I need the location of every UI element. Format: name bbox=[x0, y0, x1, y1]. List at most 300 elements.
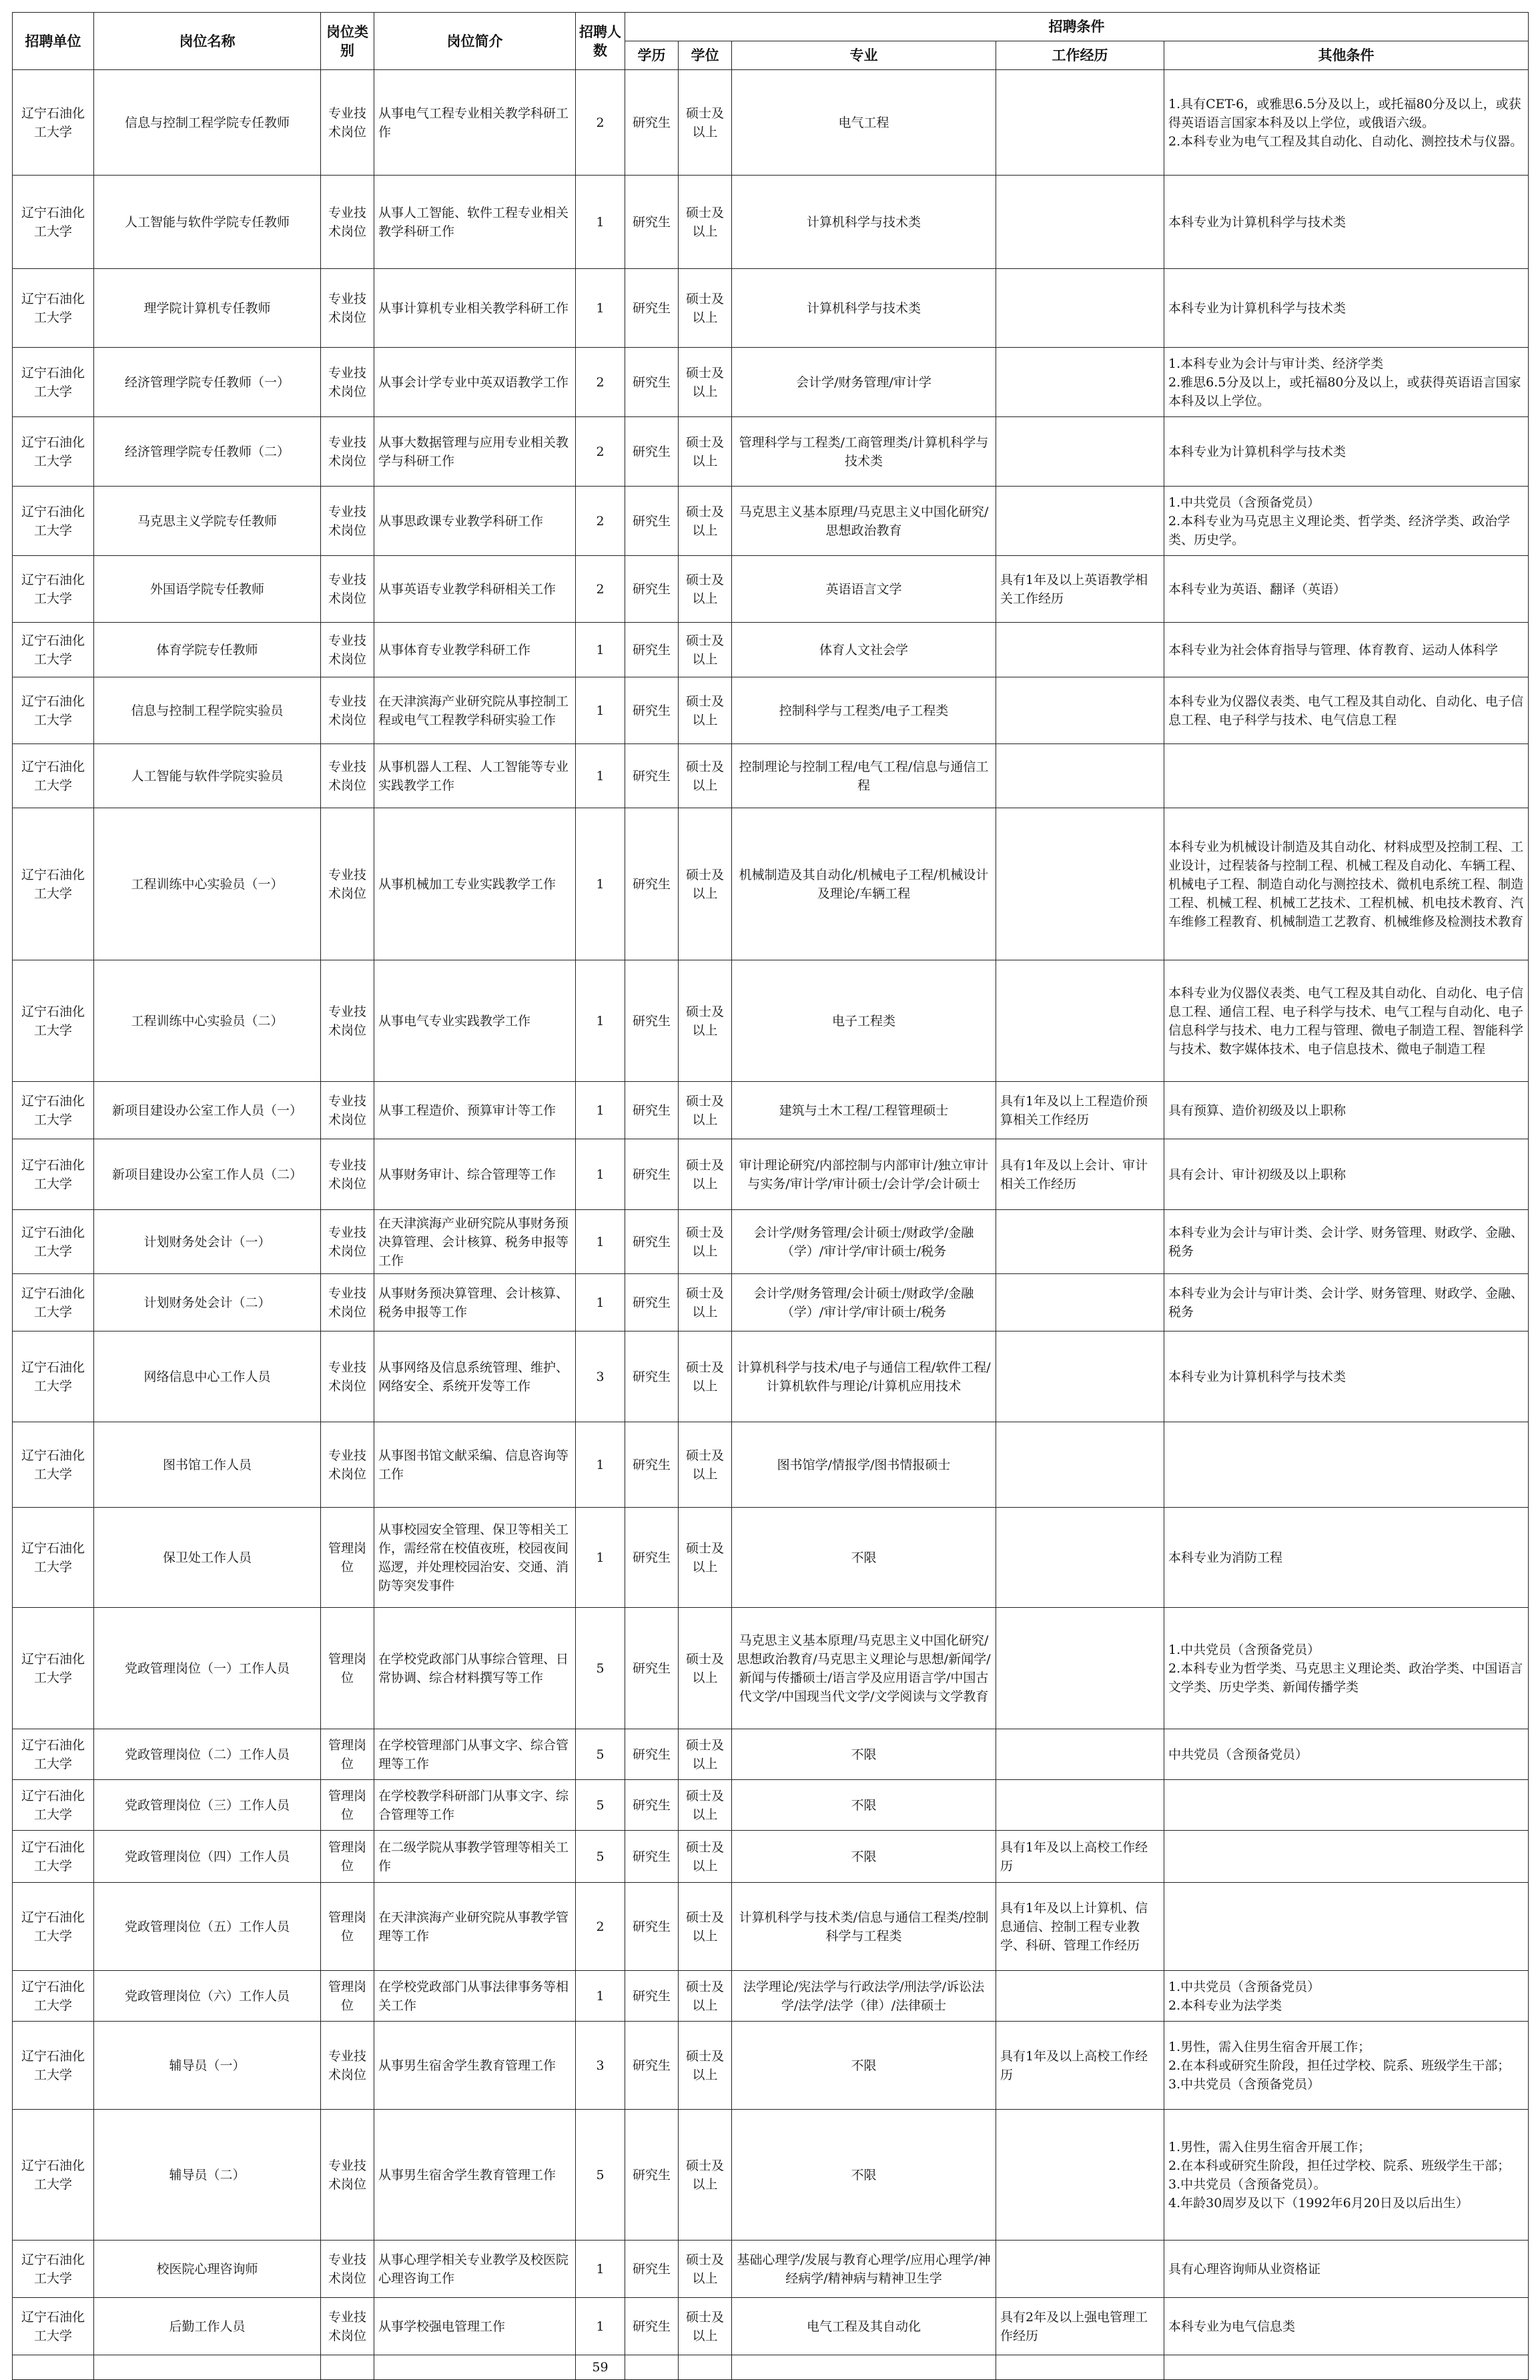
table-row bbox=[13, 1780, 1529, 1831]
cell-description: 从事人工智能、软件工程专业相关教学科研工作 bbox=[374, 176, 576, 269]
cell-education: 研究生 bbox=[625, 1831, 679, 1883]
cell-experience bbox=[996, 1971, 1164, 2022]
table-row bbox=[13, 1331, 1529, 1422]
cell-count: 3 bbox=[576, 2022, 625, 2110]
table-row bbox=[13, 487, 1529, 556]
table-row bbox=[13, 2022, 1529, 2110]
cell-category: 专业技术岗位 bbox=[321, 1422, 374, 1508]
cell-category: 专业技术岗位 bbox=[321, 623, 374, 677]
cell-count: 1 bbox=[576, 1082, 625, 1139]
cell-position-name: 工程训练中心实验员（一） bbox=[94, 808, 321, 960]
cell-experience bbox=[996, 623, 1164, 677]
cell-position-name: 党政管理岗位（一）工作人员 bbox=[94, 1608, 321, 1729]
cell-major: 机械制造及其自动化/机械电子工程/机械设计及理论/车辆工程 bbox=[732, 808, 996, 960]
cell-education: 研究生 bbox=[625, 808, 679, 960]
cell-major: 不限 bbox=[732, 1508, 996, 1608]
cell-count: 1 bbox=[576, 176, 625, 269]
cell-category: 专业技术岗位 bbox=[321, 744, 374, 808]
cell-education: 研究生 bbox=[625, 1608, 679, 1729]
cell-other: 本科专业为电气信息类 bbox=[1164, 2298, 1529, 2355]
cell-experience bbox=[996, 348, 1164, 417]
cell-experience bbox=[996, 2110, 1164, 2241]
cell-other: 本科专业为计算机科学与技术类 bbox=[1164, 176, 1529, 269]
recruitment-table-sheet bbox=[12, 12, 1528, 2380]
cell-unit: 辽宁石油化工大学 bbox=[13, 1971, 94, 2022]
cell-degree: 硕士及以上 bbox=[679, 417, 732, 487]
table-row bbox=[13, 1274, 1529, 1331]
cell-position-name: 人工智能与软件学院实验员 bbox=[94, 744, 321, 808]
cell-unit: 辽宁石油化工大学 bbox=[13, 1883, 94, 1971]
cell-education: 研究生 bbox=[625, 1331, 679, 1422]
cell-position-name: 信息与控制工程学院专任教师 bbox=[94, 70, 321, 176]
table-row bbox=[13, 70, 1529, 176]
table-row bbox=[13, 1139, 1529, 1210]
cell-description: 从事男生宿舍学生教育管理工作 bbox=[374, 2110, 576, 2241]
header-description: 岗位简介 bbox=[374, 13, 576, 70]
cell-count: 1 bbox=[576, 1210, 625, 1274]
cell-degree: 硕士及以上 bbox=[679, 677, 732, 744]
cell-count: 3 bbox=[576, 1331, 625, 1422]
cell-degree: 硕士及以上 bbox=[679, 2022, 732, 2110]
cell-education: 研究生 bbox=[625, 176, 679, 269]
table-row bbox=[13, 808, 1529, 960]
cell-category: 专业技术岗位 bbox=[321, 2241, 374, 2298]
header-position-name: 岗位名称 bbox=[94, 13, 321, 70]
cell-degree: 硕士及以上 bbox=[679, 623, 732, 677]
cell-major: 英语语言文学 bbox=[732, 556, 996, 623]
cell-category: 管理岗位 bbox=[321, 1780, 374, 1831]
cell-experience bbox=[996, 176, 1164, 269]
cell-description: 在学校党政部门从事法律事务等相关工作 bbox=[374, 1971, 576, 2022]
cell-education: 研究生 bbox=[625, 1274, 679, 1331]
cell-education: 研究生 bbox=[625, 1210, 679, 1274]
cell-description: 在天津滨海产业研究院从事控制工程或电气工程教学科研实验工作 bbox=[374, 677, 576, 744]
cell-description: 从事思政课专业教学科研工作 bbox=[374, 487, 576, 556]
cell-category: 专业技术岗位 bbox=[321, 556, 374, 623]
cell-other: 本科专业为英语、翻译（英语） bbox=[1164, 556, 1529, 623]
cell-category: 管理岗位 bbox=[321, 1508, 374, 1608]
table-row bbox=[13, 176, 1529, 269]
cell-experience bbox=[996, 1331, 1164, 1422]
cell-major: 基础心理学/发展与教育心理学/应用心理学/神经病学/精神病与精神卫生学 bbox=[732, 2241, 996, 2298]
cell-category: 专业技术岗位 bbox=[321, 2110, 374, 2241]
cell-major: 不限 bbox=[732, 1729, 996, 1780]
cell-position-name: 党政管理岗位（二）工作人员 bbox=[94, 1729, 321, 1780]
cell-position-name: 新项目建设办公室工作人员（二） bbox=[94, 1139, 321, 1210]
table-row bbox=[13, 2241, 1529, 2298]
cell-category: 专业技术岗位 bbox=[321, 1331, 374, 1422]
table-row bbox=[13, 1971, 1529, 2022]
table-row bbox=[13, 1608, 1529, 1729]
cell-degree: 硕士及以上 bbox=[679, 1210, 732, 1274]
cell-other: 本科专业为计算机科学与技术类 bbox=[1164, 417, 1529, 487]
cell-description: 从事电气专业实践教学工作 bbox=[374, 960, 576, 1082]
cell-other: 1.男性，需入住男生宿舍开展工作； 2.在本科或研究生阶段，担任过学校、院系、班级学生干部； 3.中共党员（含预备党员） bbox=[1164, 2022, 1529, 2110]
cell-other: 本科专业为会计与审计类、会计学、财务管理、财政学、金融、税务 bbox=[1164, 1274, 1529, 1331]
cell-position-name: 图书馆工作人员 bbox=[94, 1422, 321, 1508]
cell-other: 具有心理咨询师从业资格证 bbox=[1164, 2241, 1529, 2298]
cell-experience: 具有1年及以上工程造价预算相关工作经历 bbox=[996, 1082, 1164, 1139]
cell-description: 从事工程造价、预算审计等工作 bbox=[374, 1082, 576, 1139]
cell-unit: 辽宁石油化工大学 bbox=[13, 1831, 94, 1883]
table-row bbox=[13, 269, 1529, 348]
cell-degree: 硕士及以上 bbox=[679, 348, 732, 417]
cell-unit: 辽宁石油化工大学 bbox=[13, 1210, 94, 1274]
cell-major: 法学理论/宪法学与行政法学/刑法学/诉讼法学/法学/法学（律）/法律硕士 bbox=[732, 1971, 996, 2022]
cell-description: 从事网络及信息系统管理、维护、网络安全、系统开发等工作 bbox=[374, 1331, 576, 1422]
cell-education: 研究生 bbox=[625, 2298, 679, 2355]
cell-education: 研究生 bbox=[625, 2241, 679, 2298]
header-count: 招聘人数 bbox=[576, 13, 625, 70]
cell-category: 专业技术岗位 bbox=[321, 487, 374, 556]
cell-education: 研究生 bbox=[625, 960, 679, 1082]
cell-other: 1.中共党员（含预备党员） 2.本科专业为哲学类、马克思主义理论类、政治学类、中国语言文学类、历史学类、新闻传播学类 bbox=[1164, 1608, 1529, 1729]
table-row bbox=[13, 677, 1529, 744]
cell-count: 1 bbox=[576, 2241, 625, 2298]
header-row-1 bbox=[13, 13, 1529, 41]
table-row bbox=[13, 1210, 1529, 1274]
cell-category: 专业技术岗位 bbox=[321, 960, 374, 1082]
cell-experience bbox=[996, 70, 1164, 176]
cell-count: 1 bbox=[576, 1422, 625, 1508]
total-count: 59 bbox=[576, 2355, 625, 2380]
cell-education: 研究生 bbox=[625, 70, 679, 176]
cell-major: 计算机科学与技术类 bbox=[732, 176, 996, 269]
cell-unit: 辽宁石油化工大学 bbox=[13, 1082, 94, 1139]
cell-count: 5 bbox=[576, 1780, 625, 1831]
header-conditions: 招聘条件 bbox=[625, 13, 1529, 41]
cell-position-name: 党政管理岗位（四）工作人员 bbox=[94, 1831, 321, 1883]
cell-experience: 具有1年及以上会计、审计相关工作经历 bbox=[996, 1139, 1164, 1210]
table-row bbox=[13, 1508, 1529, 1608]
cell-category: 管理岗位 bbox=[321, 1729, 374, 1780]
cell-count: 1 bbox=[576, 1274, 625, 1331]
cell-education: 研究生 bbox=[625, 1082, 679, 1139]
cell-experience bbox=[996, 960, 1164, 1082]
cell-position-name: 体育学院专任教师 bbox=[94, 623, 321, 677]
cell-category: 专业技术岗位 bbox=[321, 677, 374, 744]
cell-description: 从事财务审计、综合管理等工作 bbox=[374, 1139, 576, 1210]
cell-category: 专业技术岗位 bbox=[321, 269, 374, 348]
cell-unit: 辽宁石油化工大学 bbox=[13, 677, 94, 744]
cell-count: 2 bbox=[576, 70, 625, 176]
cell-other: 本科专业为社会体育指导与管理、体育教育、运动人体科学 bbox=[1164, 623, 1529, 677]
cell-description: 从事电气工程专业相关教学科研工作 bbox=[374, 70, 576, 176]
cell-degree: 硕士及以上 bbox=[679, 487, 732, 556]
cell-education: 研究生 bbox=[625, 744, 679, 808]
cell-degree: 硕士及以上 bbox=[679, 1831, 732, 1883]
cell-description: 从事机械加工专业实践教学工作 bbox=[374, 808, 576, 960]
cell-category: 管理岗位 bbox=[321, 1883, 374, 1971]
cell-degree: 硕士及以上 bbox=[679, 1780, 732, 1831]
cell-category: 专业技术岗位 bbox=[321, 176, 374, 269]
cell-degree: 硕士及以上 bbox=[679, 1082, 732, 1139]
cell-count: 5 bbox=[576, 1729, 625, 1780]
total-empty-cell bbox=[1164, 2355, 1529, 2380]
cell-experience bbox=[996, 1729, 1164, 1780]
cell-major: 不限 bbox=[732, 2022, 996, 2110]
cell-unit: 辽宁石油化工大学 bbox=[13, 2110, 94, 2241]
cell-count: 1 bbox=[576, 744, 625, 808]
total-empty-cell bbox=[374, 2355, 576, 2380]
cell-count: 1 bbox=[576, 269, 625, 348]
cell-description: 在学校党政部门从事综合管理、日常协调、综合材料撰写等工作 bbox=[374, 1608, 576, 1729]
cell-experience: 具有1年及以上高校工作经历 bbox=[996, 2022, 1164, 2110]
cell-count: 5 bbox=[576, 1831, 625, 1883]
cell-unit: 辽宁石油化工大学 bbox=[13, 744, 94, 808]
cell-category: 专业技术岗位 bbox=[321, 1274, 374, 1331]
table-row bbox=[13, 348, 1529, 417]
cell-education: 研究生 bbox=[625, 487, 679, 556]
cell-major: 马克思主义基本原理/马克思主义中国化研究/思想政治教育 bbox=[732, 487, 996, 556]
cell-major: 建筑与土木工程/工程管理硕士 bbox=[732, 1082, 996, 1139]
cell-unit: 辽宁石油化工大学 bbox=[13, 1508, 94, 1608]
table-row bbox=[13, 1422, 1529, 1508]
cell-major: 控制科学与工程类/电子工程类 bbox=[732, 677, 996, 744]
cell-major: 会计学/财务管理/审计学 bbox=[732, 348, 996, 417]
cell-major: 图书馆学/情报学/图书情报硕士 bbox=[732, 1422, 996, 1508]
cell-other: 具有会计、审计初级及以上职称 bbox=[1164, 1139, 1529, 1210]
cell-other: 1.本科专业为会计与审计类、经济学类 2.雅思6.5分及以上，或托福80分及以上，或获得英语语言国家本科及以上学位。 bbox=[1164, 348, 1529, 417]
header-education: 学历 bbox=[625, 41, 679, 70]
cell-description: 从事会计学专业中英双语教学工作 bbox=[374, 348, 576, 417]
cell-category: 专业技术岗位 bbox=[321, 2022, 374, 2110]
cell-unit: 辽宁石油化工大学 bbox=[13, 556, 94, 623]
cell-degree: 硕士及以上 bbox=[679, 2110, 732, 2241]
cell-major: 电气工程及其自动化 bbox=[732, 2298, 996, 2355]
cell-major: 不限 bbox=[732, 2110, 996, 2241]
cell-experience bbox=[996, 269, 1164, 348]
cell-count: 2 bbox=[576, 556, 625, 623]
cell-degree: 硕士及以上 bbox=[679, 808, 732, 960]
cell-position-name: 马克思主义学院专任教师 bbox=[94, 487, 321, 556]
cell-major: 管理科学与工程类/工商管理类/计算机科学与技术类 bbox=[732, 417, 996, 487]
cell-category: 专业技术岗位 bbox=[321, 348, 374, 417]
cell-unit: 辽宁石油化工大学 bbox=[13, 1139, 94, 1210]
cell-unit: 辽宁石油化工大学 bbox=[13, 1608, 94, 1729]
cell-unit: 辽宁石油化工大学 bbox=[13, 808, 94, 960]
cell-position-name: 党政管理岗位（六）工作人员 bbox=[94, 1971, 321, 2022]
cell-other: 本科专业为机械设计制造及其自动化、材料成型及控制工程、工业设计，过程装备与控制工程、机械工程及自动化、车辆工程、机械电子工程、制造自动化与测控技术、微机电系统工程、制造工程、机械工程、机械工艺技术、工程机械、机电技术教育、汽车维修工程教育、机械制造工艺教育、机械维修及检测技术教育 bbox=[1164, 808, 1529, 960]
cell-degree: 硕士及以上 bbox=[679, 2241, 732, 2298]
cell-degree: 硕士及以上 bbox=[679, 1608, 732, 1729]
table-row bbox=[13, 960, 1529, 1082]
cell-education: 研究生 bbox=[625, 677, 679, 744]
cell-position-name: 计划财务处会计（一） bbox=[94, 1210, 321, 1274]
cell-experience bbox=[996, 1210, 1164, 1274]
cell-degree: 硕士及以上 bbox=[679, 1331, 732, 1422]
cell-count: 1 bbox=[576, 623, 625, 677]
cell-category: 专业技术岗位 bbox=[321, 417, 374, 487]
cell-degree: 硕士及以上 bbox=[679, 556, 732, 623]
cell-count: 1 bbox=[576, 808, 625, 960]
cell-other bbox=[1164, 744, 1529, 808]
cell-unit: 辽宁石油化工大学 bbox=[13, 176, 94, 269]
cell-position-name: 外国语学院专任教师 bbox=[94, 556, 321, 623]
cell-unit: 辽宁石油化工大学 bbox=[13, 2298, 94, 2355]
cell-count: 5 bbox=[576, 2110, 625, 2241]
cell-count: 1 bbox=[576, 1508, 625, 1608]
cell-unit: 辽宁石油化工大学 bbox=[13, 487, 94, 556]
cell-education: 研究生 bbox=[625, 1422, 679, 1508]
cell-position-name: 党政管理岗位（三）工作人员 bbox=[94, 1780, 321, 1831]
cell-category: 专业技术岗位 bbox=[321, 1210, 374, 1274]
cell-degree: 硕士及以上 bbox=[679, 1139, 732, 1210]
cell-description: 从事男生宿舍学生教育管理工作 bbox=[374, 2022, 576, 2110]
cell-description: 从事机器人工程、人工智能等专业实践教学工作 bbox=[374, 744, 576, 808]
cell-position-name: 保卫处工作人员 bbox=[94, 1508, 321, 1608]
cell-unit: 辽宁石油化工大学 bbox=[13, 417, 94, 487]
cell-unit: 辽宁石油化工大学 bbox=[13, 269, 94, 348]
cell-other: 本科专业为计算机科学与技术类 bbox=[1164, 1331, 1529, 1422]
cell-count: 2 bbox=[576, 487, 625, 556]
cell-count: 1 bbox=[576, 677, 625, 744]
cell-other: 中共党员（含预备党员） bbox=[1164, 1729, 1529, 1780]
cell-degree: 硕士及以上 bbox=[679, 269, 732, 348]
table-row bbox=[13, 556, 1529, 623]
cell-education: 研究生 bbox=[625, 2110, 679, 2241]
cell-other: 本科专业为计算机科学与技术类 bbox=[1164, 269, 1529, 348]
cell-other: 1.中共党员（含预备党员） 2.本科专业为法学类 bbox=[1164, 1971, 1529, 2022]
cell-description: 在学校管理部门从事文字、综合管理等工作 bbox=[374, 1729, 576, 1780]
cell-other bbox=[1164, 1831, 1529, 1883]
cell-degree: 硕士及以上 bbox=[679, 1508, 732, 1608]
table-row bbox=[13, 1082, 1529, 1139]
cell-degree: 硕士及以上 bbox=[679, 176, 732, 269]
cell-major: 体育人文社会学 bbox=[732, 623, 996, 677]
cell-other bbox=[1164, 1780, 1529, 1831]
cell-experience: 具有1年及以上计算机、信息通信、控制工程专业教学、科研、管理工作经历 bbox=[996, 1883, 1164, 1971]
cell-major: 计算机科学与技术类/信息与通信工程类/控制科学与工程类 bbox=[732, 1883, 996, 1971]
cell-major: 审计理论研究/内部控制与内部审计/独立审计与实务/审计学/审计硕士/会计学/会计硕士 bbox=[732, 1139, 996, 1210]
cell-category: 专业技术岗位 bbox=[321, 70, 374, 176]
cell-description: 在学校教学科研部门从事文字、综合管理等工作 bbox=[374, 1780, 576, 1831]
cell-degree: 硕士及以上 bbox=[679, 1971, 732, 2022]
cell-major: 控制理论与控制工程/电气工程/信息与通信工程 bbox=[732, 744, 996, 808]
cell-position-name: 辅导员（二） bbox=[94, 2110, 321, 2241]
cell-major: 计算机科学与技术类 bbox=[732, 269, 996, 348]
cell-count: 1 bbox=[576, 2298, 625, 2355]
cell-position-name: 理学院计算机专任教师 bbox=[94, 269, 321, 348]
cell-education: 研究生 bbox=[625, 348, 679, 417]
cell-experience bbox=[996, 1274, 1164, 1331]
cell-description: 从事体育专业教学科研工作 bbox=[374, 623, 576, 677]
cell-count: 2 bbox=[576, 1883, 625, 1971]
cell-major: 电气工程 bbox=[732, 70, 996, 176]
cell-other: 本科专业为会计与审计类、会计学、财务管理、财政学、金融、税务 bbox=[1164, 1210, 1529, 1274]
cell-experience bbox=[996, 677, 1164, 744]
cell-category: 专业技术岗位 bbox=[321, 808, 374, 960]
cell-unit: 辽宁石油化工大学 bbox=[13, 1274, 94, 1331]
header-other: 其他条件 bbox=[1164, 41, 1529, 70]
cell-count: 5 bbox=[576, 1608, 625, 1729]
cell-description: 从事校园安全管理、保卫等相关工作，需经常在校值夜班，校园夜间巡逻，并处理校园治安、交通、消防等突发事件 bbox=[374, 1508, 576, 1608]
cell-other bbox=[1164, 1422, 1529, 1508]
cell-education: 研究生 bbox=[625, 1971, 679, 2022]
cell-other: 1.具有CET-6，或雅思6.5分及以上，或托福80分及以上，或获得英语语言国家本科及以上学位，或俄语六级。 2.本科专业为电气工程及其自动化、自动化、测控技术与仪器。 bbox=[1164, 70, 1529, 176]
cell-position-name: 网络信息中心工作人员 bbox=[94, 1331, 321, 1422]
cell-degree: 硕士及以上 bbox=[679, 2298, 732, 2355]
table-row bbox=[13, 744, 1529, 808]
cell-category: 专业技术岗位 bbox=[321, 1139, 374, 1210]
cell-description: 从事学校强电管理工作 bbox=[374, 2298, 576, 2355]
cell-experience: 具有1年及以上英语教学相关工作经历 bbox=[996, 556, 1164, 623]
total-empty-cell bbox=[732, 2355, 996, 2380]
cell-unit: 辽宁石油化工大学 bbox=[13, 623, 94, 677]
table-row bbox=[13, 1729, 1529, 1780]
header-experience: 工作经历 bbox=[996, 41, 1164, 70]
cell-description: 从事大数据管理与应用专业相关教学与科研工作 bbox=[374, 417, 576, 487]
cell-degree: 硕士及以上 bbox=[679, 1729, 732, 1780]
cell-position-name: 党政管理岗位（五）工作人员 bbox=[94, 1883, 321, 1971]
cell-other: 本科专业为仪器仪表类、电气工程及其自动化、自动化、电子信息工程、电子科学与技术、电气信息工程 bbox=[1164, 677, 1529, 744]
cell-experience bbox=[996, 1780, 1164, 1831]
cell-position-name: 计划财务处会计（二） bbox=[94, 1274, 321, 1331]
cell-unit: 辽宁石油化工大学 bbox=[13, 70, 94, 176]
cell-experience bbox=[996, 808, 1164, 960]
cell-other: 1.男性，需入住男生宿舍开展工作； 2.在本科或研究生阶段，担任过学校、院系、班级学生干部； 3.中共党员（含预备党员）。 4.年龄30周岁及以下（1992年6月20日及以后出生） bbox=[1164, 2110, 1529, 2241]
total-empty-cell bbox=[679, 2355, 732, 2380]
cell-position-name: 信息与控制工程学院实验员 bbox=[94, 677, 321, 744]
cell-unit: 辽宁石油化工大学 bbox=[13, 1331, 94, 1422]
cell-description: 在二级学院从事教学管理等相关工作 bbox=[374, 1831, 576, 1883]
cell-education: 研究生 bbox=[625, 269, 679, 348]
cell-position-name: 经济管理学院专任教师（二） bbox=[94, 417, 321, 487]
cell-description: 从事心理学相关专业教学及校医院心理咨询工作 bbox=[374, 2241, 576, 2298]
cell-unit: 辽宁石油化工大学 bbox=[13, 2022, 94, 2110]
cell-unit: 辽宁石油化工大学 bbox=[13, 348, 94, 417]
table-row bbox=[13, 2110, 1529, 2241]
cell-other: 本科专业为消防工程 bbox=[1164, 1508, 1529, 1608]
cell-experience: 具有2年及以上强电管理工作经历 bbox=[996, 2298, 1164, 2355]
cell-description: 从事英语专业教学科研相关工作 bbox=[374, 556, 576, 623]
cell-category: 管理岗位 bbox=[321, 1608, 374, 1729]
total-row bbox=[13, 2355, 1529, 2380]
cell-experience bbox=[996, 744, 1164, 808]
header-major: 专业 bbox=[732, 41, 996, 70]
table-row bbox=[13, 2298, 1529, 2355]
cell-position-name: 后勤工作人员 bbox=[94, 2298, 321, 2355]
cell-unit: 辽宁石油化工大学 bbox=[13, 2241, 94, 2298]
total-empty-cell bbox=[13, 2355, 94, 2380]
table-body bbox=[13, 70, 1529, 2380]
cell-category: 专业技术岗位 bbox=[321, 2298, 374, 2355]
cell-count: 1 bbox=[576, 960, 625, 1082]
cell-other: 1.中共党员（含预备党员） 2.本科专业为马克思主义理论类、哲学类、经济学类、政治学类、历史学。 bbox=[1164, 487, 1529, 556]
total-empty-cell bbox=[321, 2355, 374, 2380]
header-degree: 学位 bbox=[679, 41, 732, 70]
cell-education: 研究生 bbox=[625, 1780, 679, 1831]
table-row bbox=[13, 417, 1529, 487]
cell-experience bbox=[996, 1608, 1164, 1729]
cell-experience bbox=[996, 2241, 1164, 2298]
cell-education: 研究生 bbox=[625, 1729, 679, 1780]
cell-position-name: 经济管理学院专任教师（一） bbox=[94, 348, 321, 417]
cell-major: 会计学/财务管理/会计硕士/财政学/金融（学）/审计学/审计硕士/税务 bbox=[732, 1210, 996, 1274]
cell-unit: 辽宁石油化工大学 bbox=[13, 1780, 94, 1831]
cell-description: 在天津滨海产业研究院从事教学管理等工作 bbox=[374, 1883, 576, 1971]
cell-unit: 辽宁石油化工大学 bbox=[13, 1422, 94, 1508]
total-empty-cell bbox=[996, 2355, 1164, 2380]
cell-unit: 辽宁石油化工大学 bbox=[13, 1729, 94, 1780]
cell-degree: 硕士及以上 bbox=[679, 1274, 732, 1331]
cell-description: 从事图书馆文献采编、信息咨询等工作 bbox=[374, 1422, 576, 1508]
cell-degree: 硕士及以上 bbox=[679, 744, 732, 808]
total-empty-cell bbox=[625, 2355, 679, 2380]
cell-position-name: 校医院心理咨询师 bbox=[94, 2241, 321, 2298]
cell-count: 1 bbox=[576, 1139, 625, 1210]
cell-experience: 具有1年及以上高校工作经历 bbox=[996, 1831, 1164, 1883]
